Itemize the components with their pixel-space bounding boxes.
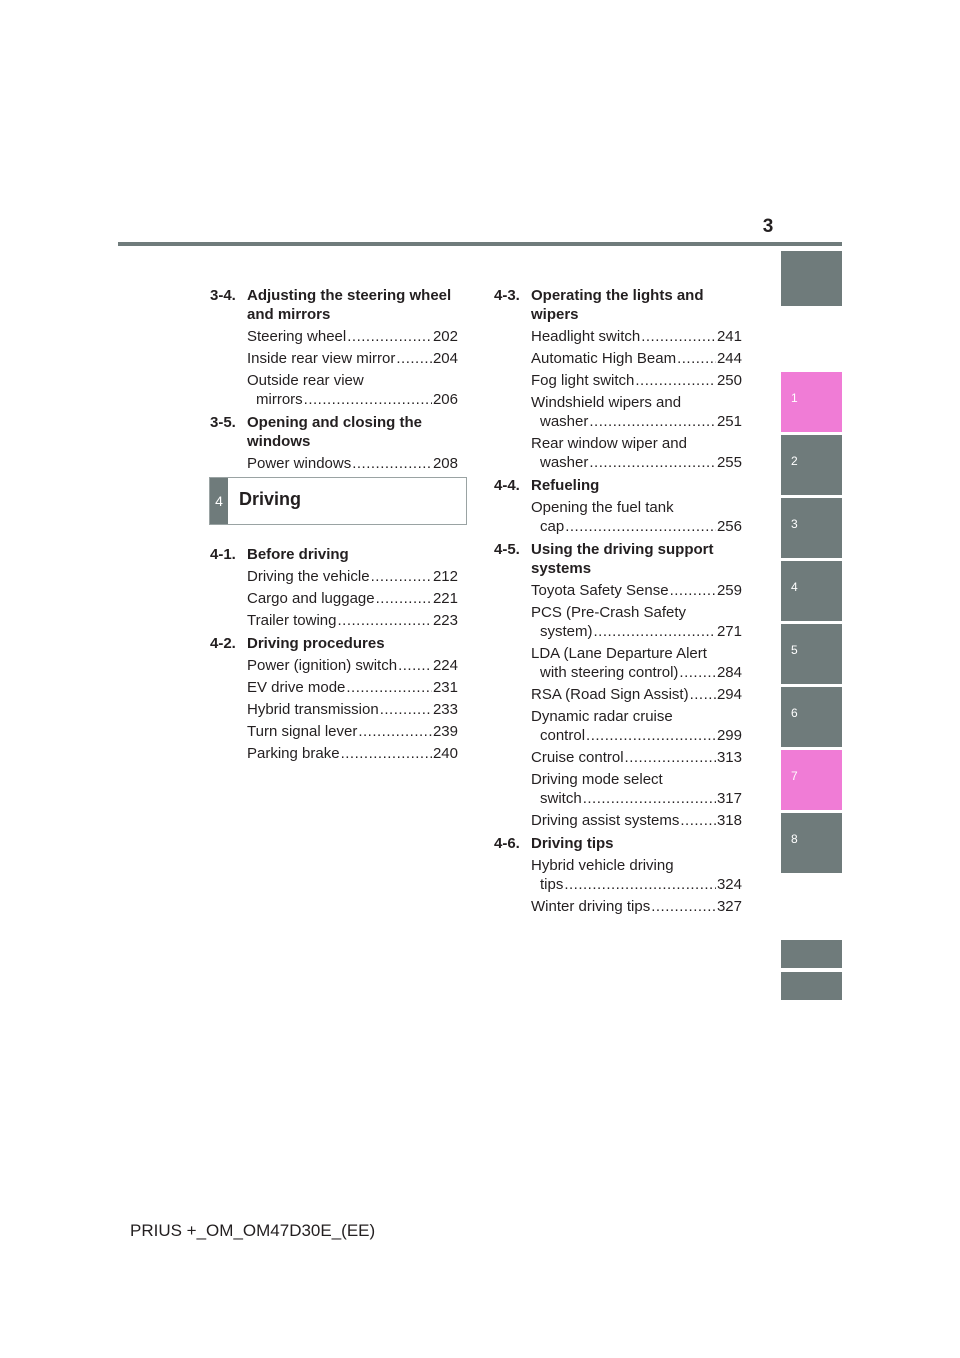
page-ref: 294 bbox=[716, 686, 742, 703]
toc-entry[interactable]: Hybrid transmission ..... 233 bbox=[247, 700, 458, 719]
toc-entry[interactable]: Cruise control ..... 313 bbox=[531, 748, 742, 767]
header-rule bbox=[118, 242, 842, 246]
section-title: Before driving bbox=[247, 546, 349, 563]
tab-chapter-2[interactable]: 2 bbox=[781, 435, 842, 495]
toc-entry[interactable]: Steering wheel ..... 202 bbox=[247, 327, 458, 346]
toc-entry[interactable]: RSA (Road Sign Assist) ..... 294 bbox=[531, 685, 742, 704]
page-ref: 313 bbox=[716, 749, 742, 766]
toc-section-3-5 bbox=[210, 413, 458, 473]
page-ref: 284 bbox=[716, 664, 742, 681]
section-number: 3-4. bbox=[210, 287, 236, 304]
tab-blank-bottom-2 bbox=[781, 972, 842, 1000]
page-ref: 271 bbox=[716, 623, 742, 640]
toc-right-column bbox=[494, 286, 742, 920]
section-title: Adjusting the steering wheel and mirrors bbox=[247, 287, 452, 323]
toc-section-4-1 bbox=[210, 545, 458, 630]
tab-blank-bottom-1 bbox=[781, 940, 842, 968]
page-ref: 251 bbox=[716, 413, 742, 430]
toc-entry[interactable]: Turn signal lever ..... 239 bbox=[247, 722, 458, 741]
page-number: 3 bbox=[762, 216, 774, 237]
toc-entry[interactable]: Driving the vehicle ..... 212 bbox=[247, 567, 458, 586]
toc-section-4-4 bbox=[494, 476, 742, 536]
toc-section-4-5 bbox=[494, 540, 742, 830]
toc-entry[interactable]: PCS (Pre-Crash Safety system) ..... 271 bbox=[531, 603, 742, 641]
toc-entry[interactable]: LDA (Lane Departure Alert with steering control) ..... 284 bbox=[531, 644, 742, 682]
toc-entry[interactable]: Winter driving tips ..... 327 bbox=[531, 897, 742, 916]
page-ref: 299 bbox=[716, 727, 742, 744]
page-ref: 241 bbox=[716, 328, 742, 345]
toc-entry[interactable]: Inside rear view mirror ..... 204 bbox=[247, 349, 458, 368]
section-number: 3-5. bbox=[210, 414, 236, 431]
tab-chapter-7[interactable]: 7 bbox=[781, 750, 842, 810]
chapter-number: 4 bbox=[210, 478, 228, 524]
toc-entry[interactable]: Automatic High Beam ..... 244 bbox=[531, 349, 742, 368]
section-title: Operating the lights and wipers bbox=[531, 287, 704, 323]
toc-entry[interactable]: Cargo and luggage ..... 221 bbox=[247, 589, 458, 608]
toc-left-column bbox=[210, 286, 458, 767]
section-title: Refueling bbox=[531, 477, 600, 494]
page-ref: 223 bbox=[432, 612, 458, 629]
page-ref: 221 bbox=[432, 590, 458, 607]
toc-entry[interactable]: Parking brake ..... 240 bbox=[247, 744, 458, 763]
toc-section-4-3 bbox=[494, 286, 742, 472]
tab-chapter-6[interactable]: 6 bbox=[781, 687, 842, 747]
section-title: Using the driving support systems bbox=[531, 541, 714, 577]
toc-entry[interactable]: Hybrid vehicle driving tips ..... 324 bbox=[531, 856, 742, 894]
toc-entry[interactable]: Outside rear view mirrors ..... 206 bbox=[247, 371, 458, 409]
chapter-header bbox=[209, 477, 467, 525]
toc-entry[interactable]: Fog light switch ..... 250 bbox=[531, 371, 742, 390]
page-ref: 244 bbox=[716, 350, 742, 367]
toc-entry[interactable]: Headlight switch ..... 241 bbox=[531, 327, 742, 346]
section-number: 4-1. bbox=[210, 546, 236, 563]
toc-entry[interactable]: Dynamic radar cruise control ..... 299 bbox=[531, 707, 742, 745]
page-ref: 233 bbox=[432, 701, 458, 718]
page-ref: 212 bbox=[432, 568, 458, 585]
toc-section-4-2 bbox=[210, 634, 458, 763]
page-ref: 231 bbox=[432, 679, 458, 696]
page-ref: 206 bbox=[432, 391, 458, 408]
page-ref: 208 bbox=[432, 455, 458, 472]
tab-chapter-1[interactable]: 1 bbox=[781, 372, 842, 432]
toc-entry[interactable]: Power windows ..... 208 bbox=[247, 454, 458, 473]
page-ref: 240 bbox=[432, 745, 458, 762]
page-ref: 255 bbox=[716, 454, 742, 471]
page-ref: 224 bbox=[432, 657, 458, 674]
toc-section-3-4 bbox=[210, 286, 458, 409]
toc-entry[interactable]: Opening the fuel tank cap ..... 256 bbox=[531, 498, 742, 536]
toc-entry[interactable]: EV drive mode ..... 231 bbox=[247, 678, 458, 697]
tab-blank-top bbox=[781, 251, 842, 306]
page-ref: 318 bbox=[716, 812, 742, 829]
section-number: 4-5. bbox=[494, 541, 520, 558]
page-ref: 327 bbox=[716, 898, 742, 915]
tab-chapter-4[interactable]: 4 bbox=[781, 561, 842, 621]
toc-entry[interactable]: Windshield wipers and washer ..... 251 bbox=[531, 393, 742, 431]
page-ref: 239 bbox=[432, 723, 458, 740]
tab-chapter-3[interactable]: 3 bbox=[781, 498, 842, 558]
page-ref: 259 bbox=[716, 582, 742, 599]
tab-chapter-5[interactable]: 5 bbox=[781, 624, 842, 684]
page-ref: 317 bbox=[716, 790, 742, 807]
page-ref: 204 bbox=[432, 350, 458, 367]
page-ref: 324 bbox=[716, 876, 742, 893]
section-title: Driving procedures bbox=[247, 635, 385, 652]
toc-entry[interactable]: Driving mode select switch ..... 317 bbox=[531, 770, 742, 808]
section-number: 4-6. bbox=[494, 835, 520, 852]
section-number: 4-3. bbox=[494, 287, 520, 304]
toc-section-4-6 bbox=[494, 834, 742, 916]
section-title: Opening and closing the windows bbox=[247, 414, 423, 450]
page-ref: 250 bbox=[716, 372, 742, 389]
section-title: Driving tips bbox=[531, 835, 614, 852]
toc-entry[interactable]: Power (ignition) switch ..... 224 bbox=[247, 656, 458, 675]
toc-entry[interactable]: Rear window wiper and washer ..... 255 bbox=[531, 434, 742, 472]
section-number: 4-4. bbox=[494, 477, 520, 494]
page-ref: 202 bbox=[432, 328, 458, 345]
document-footer: PRIUS +_OM_OM47D30E_(EE) bbox=[130, 1221, 376, 1240]
tab-chapter-8[interactable]: 8 bbox=[781, 813, 842, 873]
toc-entry[interactable]: Driving assist systems ..... 318 bbox=[531, 811, 742, 830]
toc-entry[interactable]: Trailer towing ..... 223 bbox=[247, 611, 458, 630]
chapter-title: Driving bbox=[239, 489, 302, 509]
toc-entry[interactable]: Toyota Safety Sense ..... 259 bbox=[531, 581, 742, 600]
section-number: 4-2. bbox=[210, 635, 236, 652]
page-ref: 256 bbox=[716, 518, 742, 535]
